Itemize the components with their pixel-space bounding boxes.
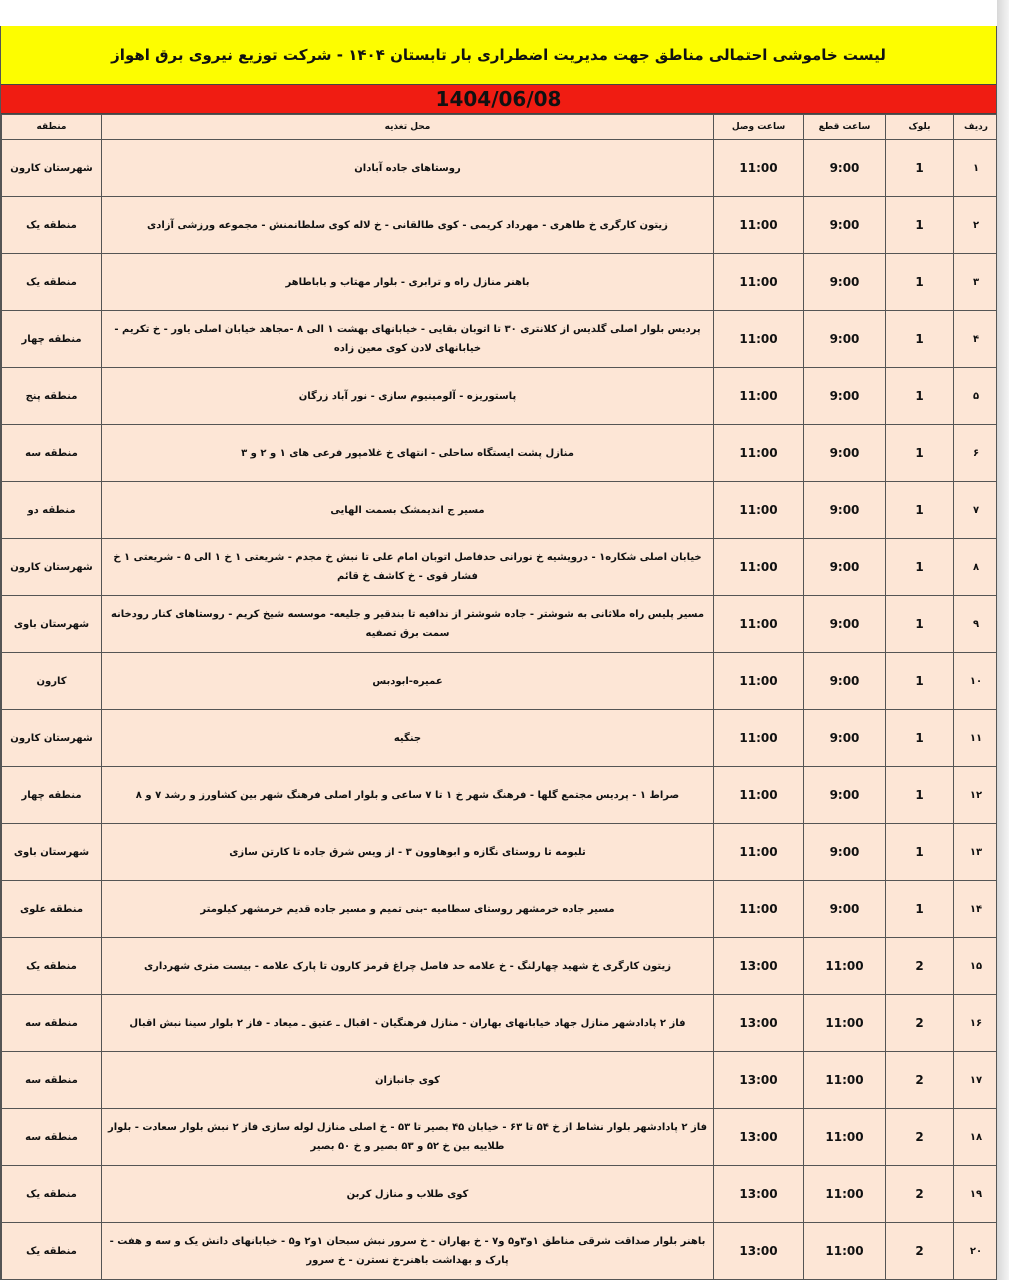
table-header-row [2,115,998,140]
table-row [2,881,998,938]
cell-area: منطقه پنج [2,368,102,425]
cell-area: منطقه سه [2,1109,102,1166]
cell-block: 1 [886,254,954,311]
cell-area: منطقه یک [2,1166,102,1223]
cell-radif: ۱۵ [954,938,998,995]
header-end-time: ساعت وصل [714,115,804,140]
cell-radif: ۱۱ [954,710,998,767]
cell-location: باهنر بلوار صداقت شرقی مناطق ۱و۳و۵ و۷ - خ بهاران - خ سرور نبش سبحان ۱و۲ و۵ - خیابانهای دانش یک و سه و هفت - پارک و بهداشت باهنر-خ نسترن - خ سرور [102,1223,714,1280]
cell-location: صراط ۱ - پردیس مجتمع گلها - فرهنگ شهر خ ۱ تا ۷ ساعی و بلوار اصلی فرهنگ شهر بین کشاورز و رشد ۷ و ۸ [102,767,714,824]
cell-block: 1 [886,539,954,596]
sheet-title: لیست خاموشی احتمالی مناطق جهت مدیریت اضطراری بار تابستان ۱۴۰۴ - شرکت توزیع نیروی برق اهواز [1,26,996,85]
cell-start-time: 11:00 [804,1223,886,1280]
cell-block: 2 [886,1109,954,1166]
cell-location: زیتون کارگری خ طاهری - مهرداد کریمی - کوی طالقانی - خ لاله کوی سلطانمنش - مجموعه ورزشی آزادی [102,197,714,254]
cell-start-time: 9:00 [804,653,886,710]
cell-end-time: 11:00 [714,767,804,824]
cell-area: منطقه چهار [2,311,102,368]
cell-block: 2 [886,1166,954,1223]
cell-location: عمیره-ابودبس [102,653,714,710]
cell-start-time: 9:00 [804,254,886,311]
table-row [2,938,998,995]
cell-radif: ۸ [954,539,998,596]
table-row [2,1109,998,1166]
table-row [2,425,998,482]
cell-area: کارون [2,653,102,710]
cell-location: تلبومه تا روستای نگازه و ابوهاوون ۳ - از ویس شرق جاده تا کارتن سازی [102,824,714,881]
cell-location: باهنر منازل راه و ترابری - بلوار مهتاب و باباطاهر [102,254,714,311]
cell-block: 1 [886,710,954,767]
cell-location: خیابان اصلی شکاره۱ - درویشیه خ نورانی حدفاصل اتوبان امام علی تا نبش خ مجدم - شریعتی ۱ خ ۱ الی ۵ - شریعتی ۱ خ فشار قوی - خ کاشف خ قائم [102,539,714,596]
cell-radif: ۴ [954,311,998,368]
cell-area: شهرستان کارون [2,710,102,767]
cell-radif: ۹ [954,596,998,653]
outage-table [1,114,997,1280]
cell-end-time: 11:00 [714,539,804,596]
cell-location: فاز ۲ پادادشهر بلوار نشاط از خ ۵۴ تا ۶۳ - خیابان ۴۵ بصیر تا ۵۳ - خ اصلی منازل لوله سازی فاز ۲ نبش بلوار سعادت - بلوار طلاییه بین خ ۵۲ و ۵۳ بصیر و خ ۵۰ بصیر [102,1109,714,1166]
cell-block: 1 [886,824,954,881]
cell-area: شهرستان باوی [2,824,102,881]
table-row [2,539,998,596]
cell-end-time: 11:00 [714,653,804,710]
table-row [2,140,998,197]
table-row [2,311,998,368]
table-row [2,197,998,254]
cell-start-time: 9:00 [804,596,886,653]
table-row [2,653,998,710]
cell-end-time: 13:00 [714,938,804,995]
cell-radif: ۷ [954,482,998,539]
cell-start-time: 9:00 [804,710,886,767]
cell-area: شهرستان کارون [2,140,102,197]
header-radif: ردیف [954,115,998,140]
table-row [2,482,998,539]
cell-start-time: 9:00 [804,197,886,254]
cell-location: مسیر جاده خرمشهر روستای سطامیه -بنی تمیم و مسیر جاده قدیم خرمشهر کیلومتر [102,881,714,938]
cell-start-time: 9:00 [804,881,886,938]
cell-start-time: 11:00 [804,1109,886,1166]
cell-area: منطقه سه [2,1052,102,1109]
page-edge-shadow [997,0,1009,1280]
cell-radif: ۲ [954,197,998,254]
cell-block: 2 [886,1223,954,1280]
cell-end-time: 11:00 [714,881,804,938]
cell-area: منطقه چهار [2,767,102,824]
cell-start-time: 9:00 [804,425,886,482]
header-block: بلوک [886,115,954,140]
cell-radif: ۱۲ [954,767,998,824]
cell-area: شهرستان کارون [2,539,102,596]
cell-start-time: 11:00 [804,1166,886,1223]
cell-area: منطقه دو [2,482,102,539]
cell-block: 1 [886,653,954,710]
cell-end-time: 11:00 [714,824,804,881]
header-start-time: ساعت قطع [804,115,886,140]
cell-block: 1 [886,482,954,539]
table-row [2,1166,998,1223]
table-row [2,824,998,881]
cell-start-time: 9:00 [804,767,886,824]
cell-radif: ۲۰ [954,1223,998,1280]
cell-radif: ۱۰ [954,653,998,710]
cell-area: منطقه علوی [2,881,102,938]
cell-radif: ۱۷ [954,1052,998,1109]
header-area: منطقه [2,115,102,140]
cell-area: منطقه یک [2,254,102,311]
cell-start-time: 9:00 [804,368,886,425]
cell-location: کوی جانبازان [102,1052,714,1109]
cell-end-time: 11:00 [714,368,804,425]
cell-start-time: 9:00 [804,482,886,539]
table-row [2,995,998,1052]
cell-end-time: 11:00 [714,482,804,539]
cell-end-time: 13:00 [714,1052,804,1109]
cell-block: 2 [886,995,954,1052]
cell-radif: ۵ [954,368,998,425]
outage-sheet [0,26,997,1280]
cell-block: 1 [886,140,954,197]
cell-radif: ۳ [954,254,998,311]
table-row [2,710,998,767]
cell-end-time: 11:00 [714,140,804,197]
cell-area: منطقه یک [2,938,102,995]
table-body [2,140,998,1280]
cell-radif: ۶ [954,425,998,482]
cell-location: جنگیه [102,710,714,767]
cell-start-time: 11:00 [804,995,886,1052]
cell-block: 2 [886,938,954,995]
cell-end-time: 11:00 [714,254,804,311]
table-row [2,254,998,311]
cell-location: مسیر پلیس راه ملاثانی به شوشتر - جاده شوشتر از ندافیه تا بندقیر و جلیعه- موسسه شیخ کریم - روستاهای کنار رودخانه سمت برق تصفیه [102,596,714,653]
cell-location: مسیر ج اندیمشک بسمت الهایی [102,482,714,539]
cell-block: 2 [886,1052,954,1109]
table-row [2,368,998,425]
cell-area: منطقه سه [2,425,102,482]
table-row [2,1052,998,1109]
cell-area: منطقه یک [2,1223,102,1280]
cell-end-time: 11:00 [714,311,804,368]
table-row [2,596,998,653]
cell-radif: ۱۸ [954,1109,998,1166]
header-location: محل تغذیه [102,115,714,140]
cell-radif: ۱۴ [954,881,998,938]
cell-end-time: 11:00 [714,425,804,482]
cell-radif: ۱۶ [954,995,998,1052]
table-row [2,767,998,824]
cell-end-time: 11:00 [714,197,804,254]
cell-block: 1 [886,881,954,938]
cell-location: منازل پشت ایستگاه ساحلی - انتهای خ غلامپور فرعی های ۱ و ۲ و ۳ [102,425,714,482]
cell-location: پاستوریزه - آلومینیوم سازی - نور آباد زرگان [102,368,714,425]
cell-start-time: 9:00 [804,311,886,368]
cell-start-time: 9:00 [804,824,886,881]
cell-block: 1 [886,425,954,482]
cell-end-time: 11:00 [714,710,804,767]
cell-block: 1 [886,197,954,254]
cell-block: 1 [886,596,954,653]
cell-radif: ۱ [954,140,998,197]
cell-start-time: 11:00 [804,1052,886,1109]
cell-location: فاز ۲ پادادشهر منازل جهاد خیابانهای بهاران - منازل فرهنگیان - اقبال ـ عتیق ـ میعاد - فاز ۲ بلوار سینا نبش اقبال [102,995,714,1052]
cell-area: شهرستان باوی [2,596,102,653]
cell-start-time: 9:00 [804,539,886,596]
table-row [2,1223,998,1280]
cell-location: کوی طلاب و منازل کربن [102,1166,714,1223]
cell-area: منطقه یک [2,197,102,254]
cell-end-time: 13:00 [714,995,804,1052]
cell-end-time: 13:00 [714,1223,804,1280]
cell-start-time: 9:00 [804,140,886,197]
cell-location: روستاهای جاده آبادان [102,140,714,197]
cell-location: زیتون کارگری خ شهید چهارلنگ - خ علامه حد فاصل چراغ قرمز کارون تا پارک علامه - بیست متری شهرداری [102,938,714,995]
cell-block: 1 [886,368,954,425]
cell-end-time: 11:00 [714,596,804,653]
cell-block: 1 [886,311,954,368]
cell-area: منطقه سه [2,995,102,1052]
cell-end-time: 13:00 [714,1166,804,1223]
cell-radif: ۱۹ [954,1166,998,1223]
cell-radif: ۱۳ [954,824,998,881]
cell-location: پردیس بلوار اصلی گلدیس از کلانتری ۳۰ تا اتوبان بقایی - خیابانهای بهشت ۱ الی ۸ -مجاهد خیابان اصلی یاور - خ تکریم - خیابانهای لادن کوی معین زاده [102,311,714,368]
cell-start-time: 11:00 [804,938,886,995]
cell-end-time: 13:00 [714,1109,804,1166]
cell-block: 1 [886,767,954,824]
sheet-date: 1404/06/08 [1,85,996,114]
